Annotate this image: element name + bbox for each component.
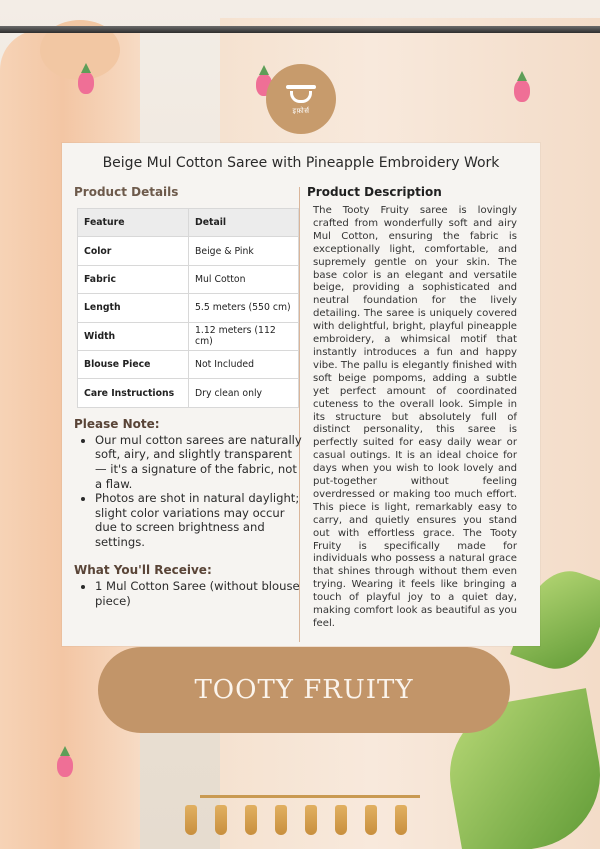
product-details-heading: Product Details: [74, 185, 179, 199]
feature-cell: Length: [78, 294, 189, 322]
list-item: • Photos are shot in natural daylight; slight color variations may occur due to screen brightness and settings.: [95, 491, 302, 549]
pineapple-icon: [514, 80, 530, 102]
tassel-icon: [215, 805, 227, 835]
tassel-icon: [275, 805, 287, 835]
left-column: [74, 185, 302, 609]
feature-cell: Fabric: [78, 265, 189, 293]
feature-cell: Care Instructions: [78, 379, 189, 407]
tassel-icon: [335, 805, 347, 835]
brand-wordmark: इफ़ोर्स: [292, 106, 310, 115]
table-row: [78, 265, 299, 293]
feature-cell: Color: [78, 237, 189, 265]
tassel-icon: [185, 805, 197, 835]
product-description-heading: Product Description: [307, 185, 442, 199]
product-details-table: [77, 208, 299, 408]
detail-cell: Beige & Pink: [189, 237, 299, 265]
fringe-border: [200, 795, 420, 798]
brand-logo: [266, 64, 336, 134]
detail-cell: Mul Cotton: [189, 265, 299, 293]
tassel-icon: [245, 805, 257, 835]
table-row: [78, 322, 299, 350]
feature-cell: Width: [78, 322, 189, 350]
table-row: [78, 294, 299, 322]
table-row: [78, 350, 299, 378]
pineapple-icon: [57, 755, 73, 777]
tassel-icon: [395, 805, 407, 835]
table-header-row: [78, 209, 299, 237]
table-header-cell: Detail: [189, 209, 299, 237]
product-description-text: The Tooty Fruity saree is lovingly crafted from wonderfully soft and airy Mul Cotton, ensuring the fabric is exceptionally light, comfortable, and supremely gentle on your skin. The base color is an elegant and versatile beige, providing a sophisticated and neutral foundation for the lively detailing. The saree is uniquely covered with delightful, bright, playful pineapple embroidery, a whimsical motif that instantly introduces a fun and happy vibe. The pallu is elegantly finished with soft beige pompoms, adding a subtle yet perfect amount of coordinated cuteness to the overall look. Simple in its structure but absolutely full of distinct personality, this saree is perfectly suited for easy daily wear or casual outings. It is an ideal choice for days when you wish to look lovely and put-together without feeling overdressed or making too much effort. This piece is light, remarkably easy to carry, and quietly ensures you stand out with effortless grace. The Tooty Fruity is specifically made for individuals who possess a natural grace that shines through without them even trying. Wearing it feels like bringing a touch of playful joy to a quiet day, making comfort look as beautiful as you feel.: [313, 205, 517, 629]
detail-cell: 1.12 meters (112 cm): [189, 322, 299, 350]
detail-cell: Not Included: [189, 350, 299, 378]
product-card: [62, 143, 540, 646]
right-column: [307, 185, 529, 631]
please-note-list: [74, 433, 302, 550]
tassel-icon: [365, 805, 377, 835]
tassel-icon: [305, 805, 317, 835]
product-title: Beige Mul Cotton Saree with Pineapple Embroidery Work: [102, 155, 500, 171]
list-item: • 1 Mul Cotton Saree (without blouse piece): [95, 579, 302, 608]
table-row: [78, 379, 299, 407]
detail-cell: Dry clean only: [189, 379, 299, 407]
please-note-heading: Please Note:: [74, 416, 160, 431]
curtain-rod: [0, 26, 600, 33]
feature-cell: Blouse Piece: [78, 350, 189, 378]
banner-text: TOOTY FRUITY: [194, 675, 414, 705]
pineapple-icon: [78, 72, 94, 94]
detail-cell: 5.5 meters (550 cm): [189, 294, 299, 322]
brand-mark-icon: [284, 83, 318, 105]
product-name-banner: [98, 647, 510, 733]
receive-heading: What You'll Receive:: [74, 563, 212, 578]
list-item: • Our mul cotton sarees are naturally soft, airy, and slightly transparent — it's a signature of the fabric, not a flaw.: [95, 433, 302, 491]
receive-list: [74, 579, 302, 608]
table-header-cell: Feature: [78, 209, 189, 237]
table-row: [78, 237, 299, 265]
